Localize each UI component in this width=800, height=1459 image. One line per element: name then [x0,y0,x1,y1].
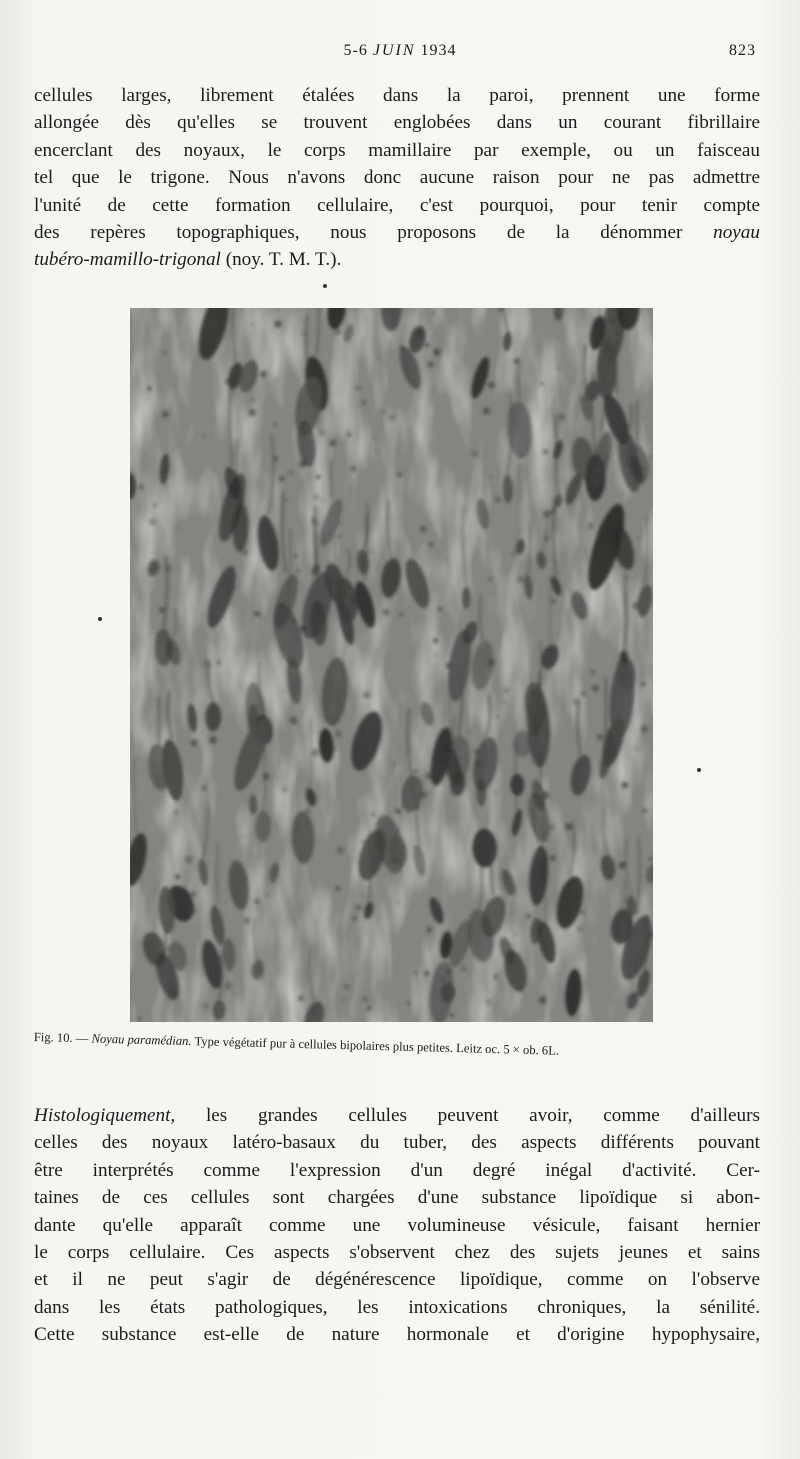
print-speck [98,617,102,621]
micrograph-figure [130,308,653,1022]
paragraph-1-line: tel que le trigone. Nous n'avons donc aucune raison pour ne pas admettre [34,167,760,189]
paragraph-2 [34,1102,760,1349]
paragraph-1-line: cellules larges, librement étalées dans la paroi, prennent une forme [34,85,760,106]
paragraph-1-line: allongée dès qu'elles se trouvent englobées dans un courant fibrillaire [34,112,760,134]
term-tubero-mamillo-trigonal: tubéro-mamillo-trigonal [34,249,221,271]
header-month: JUIN [372,42,416,59]
paragraph-2-line: Cette substance est-elle de nature hormonale et d'origine hypophysaire, [34,1324,760,1346]
abbreviation: (noy. T. M. T.). [225,249,342,271]
paragraph-2-line: dans les états pathologiques, les intoxications chroniques, la sénilité. [34,1296,760,1318]
term-noyau: noyau [713,222,760,244]
term-histologiquement: Histologiquement, [34,1105,176,1126]
paragraph-2-line: être interprétés comme l'expression d'un degré inégal d'activité. Cer- [34,1159,760,1181]
paragraph-1-line: l'unité de cette formation cellulaire, c'est pourquoi, pour tenir compte [34,194,760,216]
micrograph-image [130,308,653,1022]
paragraph-2-line: celles des noyaux latéro-basaux du tuber, des aspects différents pouvant [34,1132,760,1154]
figure-caption-text: Type végétatif pur à cellules bipolaires plus petites. Leitz oc. 5 × ob. 6L. [194,1034,560,1058]
figure-title: Noyau paramédian. [91,1031,192,1049]
paragraph-1-line-6 [34,219,760,246]
paragraph-2-line: taines de ces cellules sont chargées d'une substance lipoïdique si abon- [34,1187,760,1209]
paragraph-2-line: le corps cellulaire. Ces aspects s'observent chez des sujets jeunes et sains [34,1242,760,1264]
paragraph-1 [34,82,760,274]
paragraph-1-line: encerclant des noyaux, le corps mamillaire par exemple, ou un faisceau [34,139,760,161]
paragraph-1-line: des repères topographiques, nous proposons de la dénommer [34,222,683,244]
header-date-prefix: 5-6 [343,42,368,59]
paragraph-1-line-7 [34,246,760,273]
paragraph-2-line: dante qu'elle apparaît comme une volumineuse vésicule, faisant hernier [34,1214,760,1236]
running-header [0,42,800,66]
print-speck [697,768,701,772]
figure-caption [34,1030,774,1064]
print-speck [323,284,327,288]
paragraph-2-line-1 [34,1102,760,1129]
header-date [0,42,800,60]
header-year: 1934 [420,42,457,59]
paragraph-2-line: et il ne peut s'agir de dégénérescence lipoïdique, comme on l'observe [34,1269,760,1291]
figure-number: Fig. 10. — [33,1030,89,1046]
page-number: 823 [729,42,756,59]
paragraph-2-line: les grandes cellules peuvent avoir, comme d'ailleurs [205,1105,761,1126]
